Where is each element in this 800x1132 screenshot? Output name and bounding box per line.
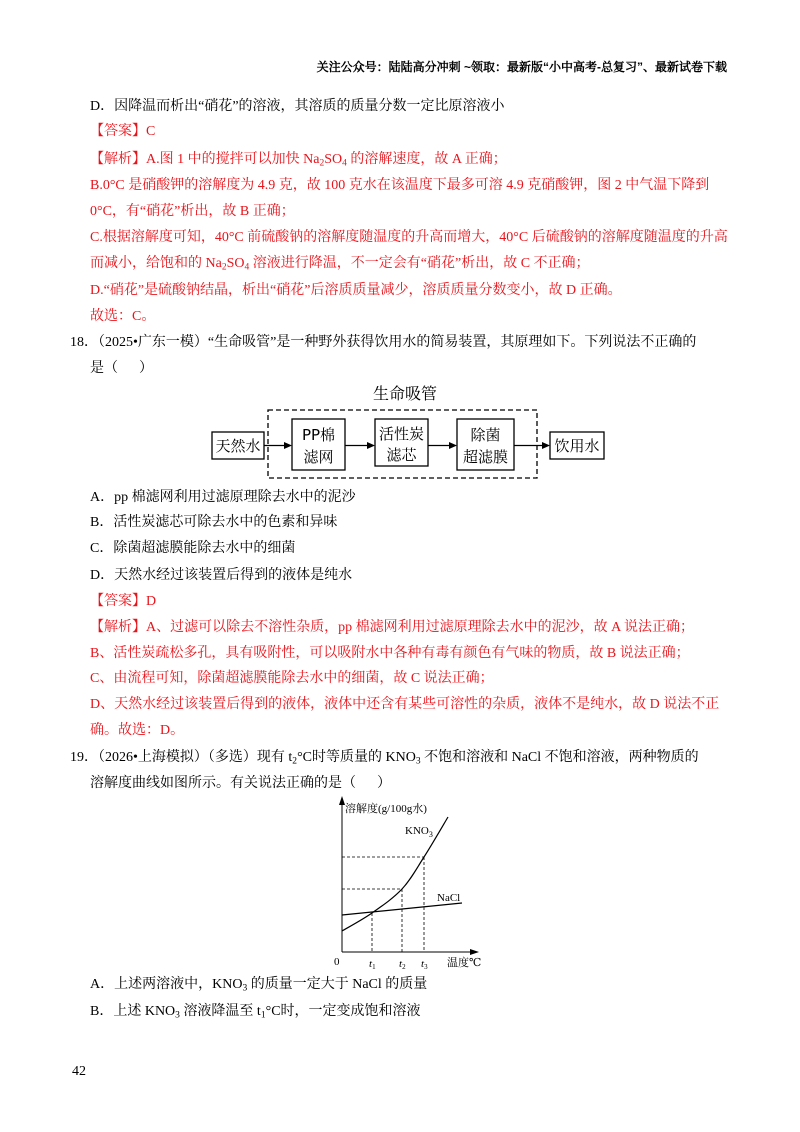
q17-analysis-b2: 0°C，有“硝花”析出，故 B 正确； [90, 204, 295, 219]
q18-analysis-line: 确。故选：D。 [90, 723, 185, 738]
q17-conclusion: 故选：C。 [90, 309, 156, 324]
stage-label-line: PP棉 [301, 426, 336, 444]
x-tick-label-t3 [421, 958, 428, 971]
stage-label-line: 超滤膜 [462, 448, 509, 466]
q18-analysis-line: B、活性炭疏松多孔，具有吸附性，可以吸附水中各种有毒有颜色有气味的物质，故 B 说法正确； [90, 646, 690, 661]
solubility-curve-graph [330, 790, 490, 974]
q19-option-b [90, 1002, 421, 1022]
text-run: 的质量一定大于 NaCl 的质量 [247, 977, 428, 992]
q18-option-d: D．天然水经过该装置后得到的液体是纯水 [90, 568, 353, 583]
text-run: t [421, 958, 425, 970]
stage-label-line: 滤芯 [386, 446, 417, 464]
text-run: 【解析】A.图 1 中的搅拌可以加快 Na [90, 152, 320, 167]
text-run: 溶液降温至 t [179, 1004, 261, 1019]
text-run: 不饱和溶液和 NaCl 不饱和溶液，两种物质的 [420, 750, 699, 765]
y-axis-label: 溶解度(g/100g水) [345, 803, 427, 815]
x-axis-arrow [470, 949, 479, 955]
q18-analysis-line: D、天然水经过该装置后得到的液体，液体中还含有某些可溶性的杂质，液体不是纯水，故 D 说法不正 [90, 697, 720, 712]
q18-stem-line-1: 18．（2025•广东一模）“生命吸管”是一种野外获得饮用水的简易装置，其原理如下。下列说法不正确的 [70, 335, 697, 350]
subscript: 3 [428, 830, 433, 839]
subscript: 3 [175, 1010, 180, 1021]
subscript: 2 [402, 963, 406, 971]
subscript: 1 [372, 963, 376, 971]
q18-option-c: C．除菌超滤膜能除去水中的细菌 [90, 541, 296, 556]
x-tick-label-t1 [369, 958, 376, 971]
q17-option-d: D．因降温而析出“硝花”的溶液，其溶质的质量分数一定比原溶液小 [90, 99, 505, 114]
q19-stem-line-1 [70, 748, 699, 768]
subscript: 3 [415, 756, 421, 767]
q17-analysis-a [90, 150, 507, 170]
origin-label: 0 [334, 956, 340, 968]
input-label: 天然水 [215, 437, 261, 455]
subscript: 2 [319, 158, 325, 169]
q17-analysis-c1: C.根据溶解度可知，40°C 前硫酸钠的溶解度随温度的升高而增大，40°C 后硫酸钠的溶解度随温度的升高 [90, 230, 728, 245]
subscript: 3 [424, 963, 428, 971]
page-header: 关注公众号：陆陆高分冲刺 ~领取：最新版“小中高考-总复习”、最新试卷下载 [316, 60, 727, 74]
q18-option-b: B．活性炭滤芯可除去水中的色素和异味 [90, 515, 338, 530]
q19-option-a [90, 975, 427, 995]
q19-stem-line-2: 溶解度曲线如图所示。有关说法正确的是（ ） [90, 776, 391, 791]
q17-analysis-c2 [90, 254, 590, 274]
q18-analysis-line: C、由流程可知，除菌超滤膜能除去水中的细菌，故 C 说法正确； [90, 671, 494, 686]
subscript: 1 [260, 1010, 266, 1021]
output-label: 饮用水 [554, 437, 600, 455]
text-run: t [369, 958, 373, 970]
text-run: 而减小，给饱和的 Na [90, 256, 222, 271]
stage-label-line: 滤网 [303, 448, 334, 466]
subscript: 4 [244, 262, 250, 273]
subscript: 2 [292, 756, 298, 767]
subscript: 2 [221, 262, 227, 273]
q18-answer: 【答案】D [90, 594, 157, 609]
page-number: 42 [72, 1064, 86, 1079]
q17-answer: 【答案】C [90, 124, 156, 139]
text-run: 19．（2026•上海模拟）（多选）现有 t [70, 750, 293, 765]
text-run: 的溶解速度，故 A 正确； [346, 152, 507, 167]
subscript: 4 [342, 158, 347, 169]
diagram-title: 生命吸管 [372, 384, 438, 403]
subscript: 3 [242, 983, 248, 994]
text-run: °C时等质量的 KNO [297, 750, 416, 765]
stage-label-line: 除菌 [470, 426, 501, 444]
text-run: B．上述 KNO [90, 1004, 176, 1019]
q17-analysis-b1: B.0°C 是硝酸钾的溶解度为 4.9 克，故 100 克水在该温度下最多可溶 4.9 克硝酸钾，图 2 中气温下降到 [90, 178, 710, 193]
text-run: KNO [405, 825, 429, 837]
flow-arrow [514, 442, 550, 449]
text-run: °C时，一定变成饱和溶液 [265, 1004, 421, 1019]
text-run: 溶液进行降温，不一定会有“硝花”析出，故 C 不正确； [249, 256, 590, 271]
flow-arrow [428, 442, 457, 449]
q18-analysis-line: 【解析】A、过滤可以除去不溶性杂质，pp 棉滤网利用过滤原理除去水中的泥沙，故 A 说法正确； [90, 620, 694, 635]
text-run: t [399, 958, 403, 970]
x-tick-label-t2 [399, 958, 406, 971]
flow-arrow [345, 442, 375, 449]
q18-stem-line-2: 是（ ） [90, 361, 153, 376]
nacl-curve-label: NaCl [437, 892, 461, 904]
kno3-curve-label [405, 825, 433, 839]
life-straw-flow-diagram [200, 378, 620, 486]
text-run: SO [324, 152, 343, 167]
text-run: A．上述两溶液中，KNO [90, 977, 243, 992]
stage-label-line: 活性炭 [378, 425, 425, 443]
q18-option-a: A．pp 棉滤网利用过滤原理除去水中的泥沙 [90, 490, 356, 505]
text-run: SO [226, 256, 245, 271]
q17-analysis-d: D.“硝花”是硫酸钠结晶，析出“硝花”后溶质质量减少，溶质质量分数变小，故 D 正确。 [90, 283, 622, 298]
x-axis-label: 温度℃ [447, 957, 482, 969]
